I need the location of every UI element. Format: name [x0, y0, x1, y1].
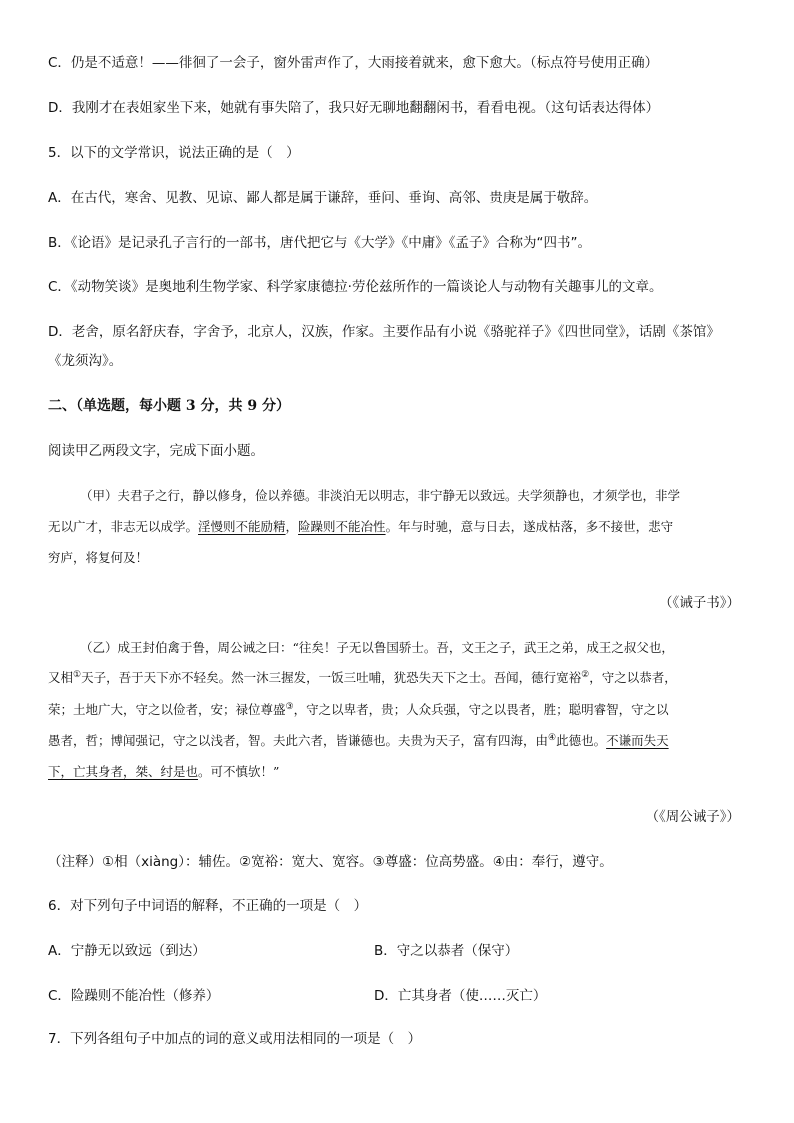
q6-option-c: C．险躁则不能冶性（修养） — [48, 988, 220, 1004]
q5-option-d-line2: 《龙须沟》。 — [48, 353, 123, 369]
reading-instruction: 阅读甲乙两段文字，完成下面小题。 — [48, 443, 264, 459]
passage-yi-line2: 又相①天子，吾于天下亦不轻矣。然一沐三握发，一饭三吐哺，犹恐失天下之士。吾闻，德行宽裕②，守之以恭者， — [48, 670, 677, 685]
q4-option-c: C．仍是不适意！——徘徊了一会子，窗外雷声作了，大雨接着就来，愈下愈大。（标点符号使用正确） — [48, 55, 659, 71]
q6-option-d: D．亡其身者（使……灭亡） — [374, 988, 547, 1004]
passage-jia-source: （《诫子书》） — [659, 595, 740, 611]
passage-jia-line3: 穷庐，将复何及！ — [48, 550, 149, 565]
underlined-sentence: 险躁则不能冶性 — [298, 519, 386, 534]
passage-jia-line2: 无以广才，非志无以成学。淫慢则不能励精，险躁则不能冶性。年与时驰，意与日去，遂成枯落，多不接世，悲守 — [48, 519, 674, 534]
q6-options-row2 — [48, 986, 754, 1006]
q5-stem: 5．以下的文学常识，说法正确的是（ ） — [48, 145, 300, 161]
q5-option-c: C．《动物笑谈》是奥地利生物学家、科学家康德拉·劳伦兹所作的一篇谈论人与动物有关趣事儿的文章。 — [48, 279, 663, 295]
passage-yi-line4: 愚者，哲；博闻强记，守之以浅者，智。夫此六者，皆谦德也。夫贵为天子，富有四海，由④此德也。不谦而失天 — [48, 733, 669, 748]
q4-option-d: D．我刚才在表姐家坐下来，她就有事失陪了，我只好无聊地翻翻闲书，看看电视。（这句话表达得体） — [48, 100, 660, 116]
passage-yi-source: （《周公诫子》） — [645, 809, 740, 825]
annotation-notes: （注释）①相（xiàng）：辅佐。②宽裕：宽大、宽容。③尊盛：位高势盛。④由：奉行，遵守。 — [48, 854, 613, 870]
note-marker: ① — [73, 670, 82, 680]
q6-stem: 6．对下列句子中词语的解释，不正确的一项是（ ） — [48, 898, 368, 914]
section-heading: 二、（单选题，每小题 3 分，共 9 分） — [48, 398, 290, 414]
passage-yi-line1: （乙）成王封伯禽于鲁，周公诫之曰：“往矣！子无以鲁国骄士。吾，文王之子，武王之弟，成王之叔父也， — [80, 640, 674, 655]
q6-options-row1 — [48, 941, 754, 961]
underlined-sentence: 淫慢则不能励精 — [198, 519, 286, 534]
passage-yi-line3: 荣；土地广大，守之以俭者，安；禄位尊盛③，守之以卑者，贵；人众兵强，守之以畏者，胜；聪明睿智，守之以 — [48, 702, 669, 717]
passage-yi-line5: 下，亡其身者，桀、纣是也。可不慎欤！” — [48, 764, 280, 779]
underlined-sentence: 下，亡其身者，桀、纣是也 — [48, 764, 199, 779]
q5-option-d-line1: D．老舍，原名舒庆春，字舍予，北京人，汉族，作家。主要作品有小说《骆驼祥子》《四世同堂》，话剧《茶馆》 — [48, 324, 720, 340]
note-marker: ② — [581, 670, 590, 680]
q7-stem: 7．下列各组句子中加点的词的意义或用法相同的一项是（ ） — [48, 1031, 422, 1047]
underlined-sentence: 不谦而失天 — [606, 733, 669, 748]
q6-option-a: A．宁静无以致远（到达） — [48, 943, 206, 959]
passage-jia-line1: （甲）夫君子之行，静以修身，俭以养德。非淡泊无以明志，非宁静无以致远。夫学须静也，才须学也，非学 — [80, 488, 681, 503]
q6-option-b: B．守之以恭者（保守） — [374, 943, 519, 959]
q5-option-b: B．《论语》是记录孔子言行的一部书，唐代把它与《大学》《中庸》《孟子》合称为“四书”。 — [48, 235, 591, 251]
note-marker: ③ — [285, 702, 294, 712]
note-marker: ④ — [548, 733, 557, 743]
q5-option-a: A．在古代，寒舍、见教、见谅、鄙人都是属于谦辞，垂问、垂询、高邻、贵庚是属于敬辞。 — [48, 190, 598, 206]
